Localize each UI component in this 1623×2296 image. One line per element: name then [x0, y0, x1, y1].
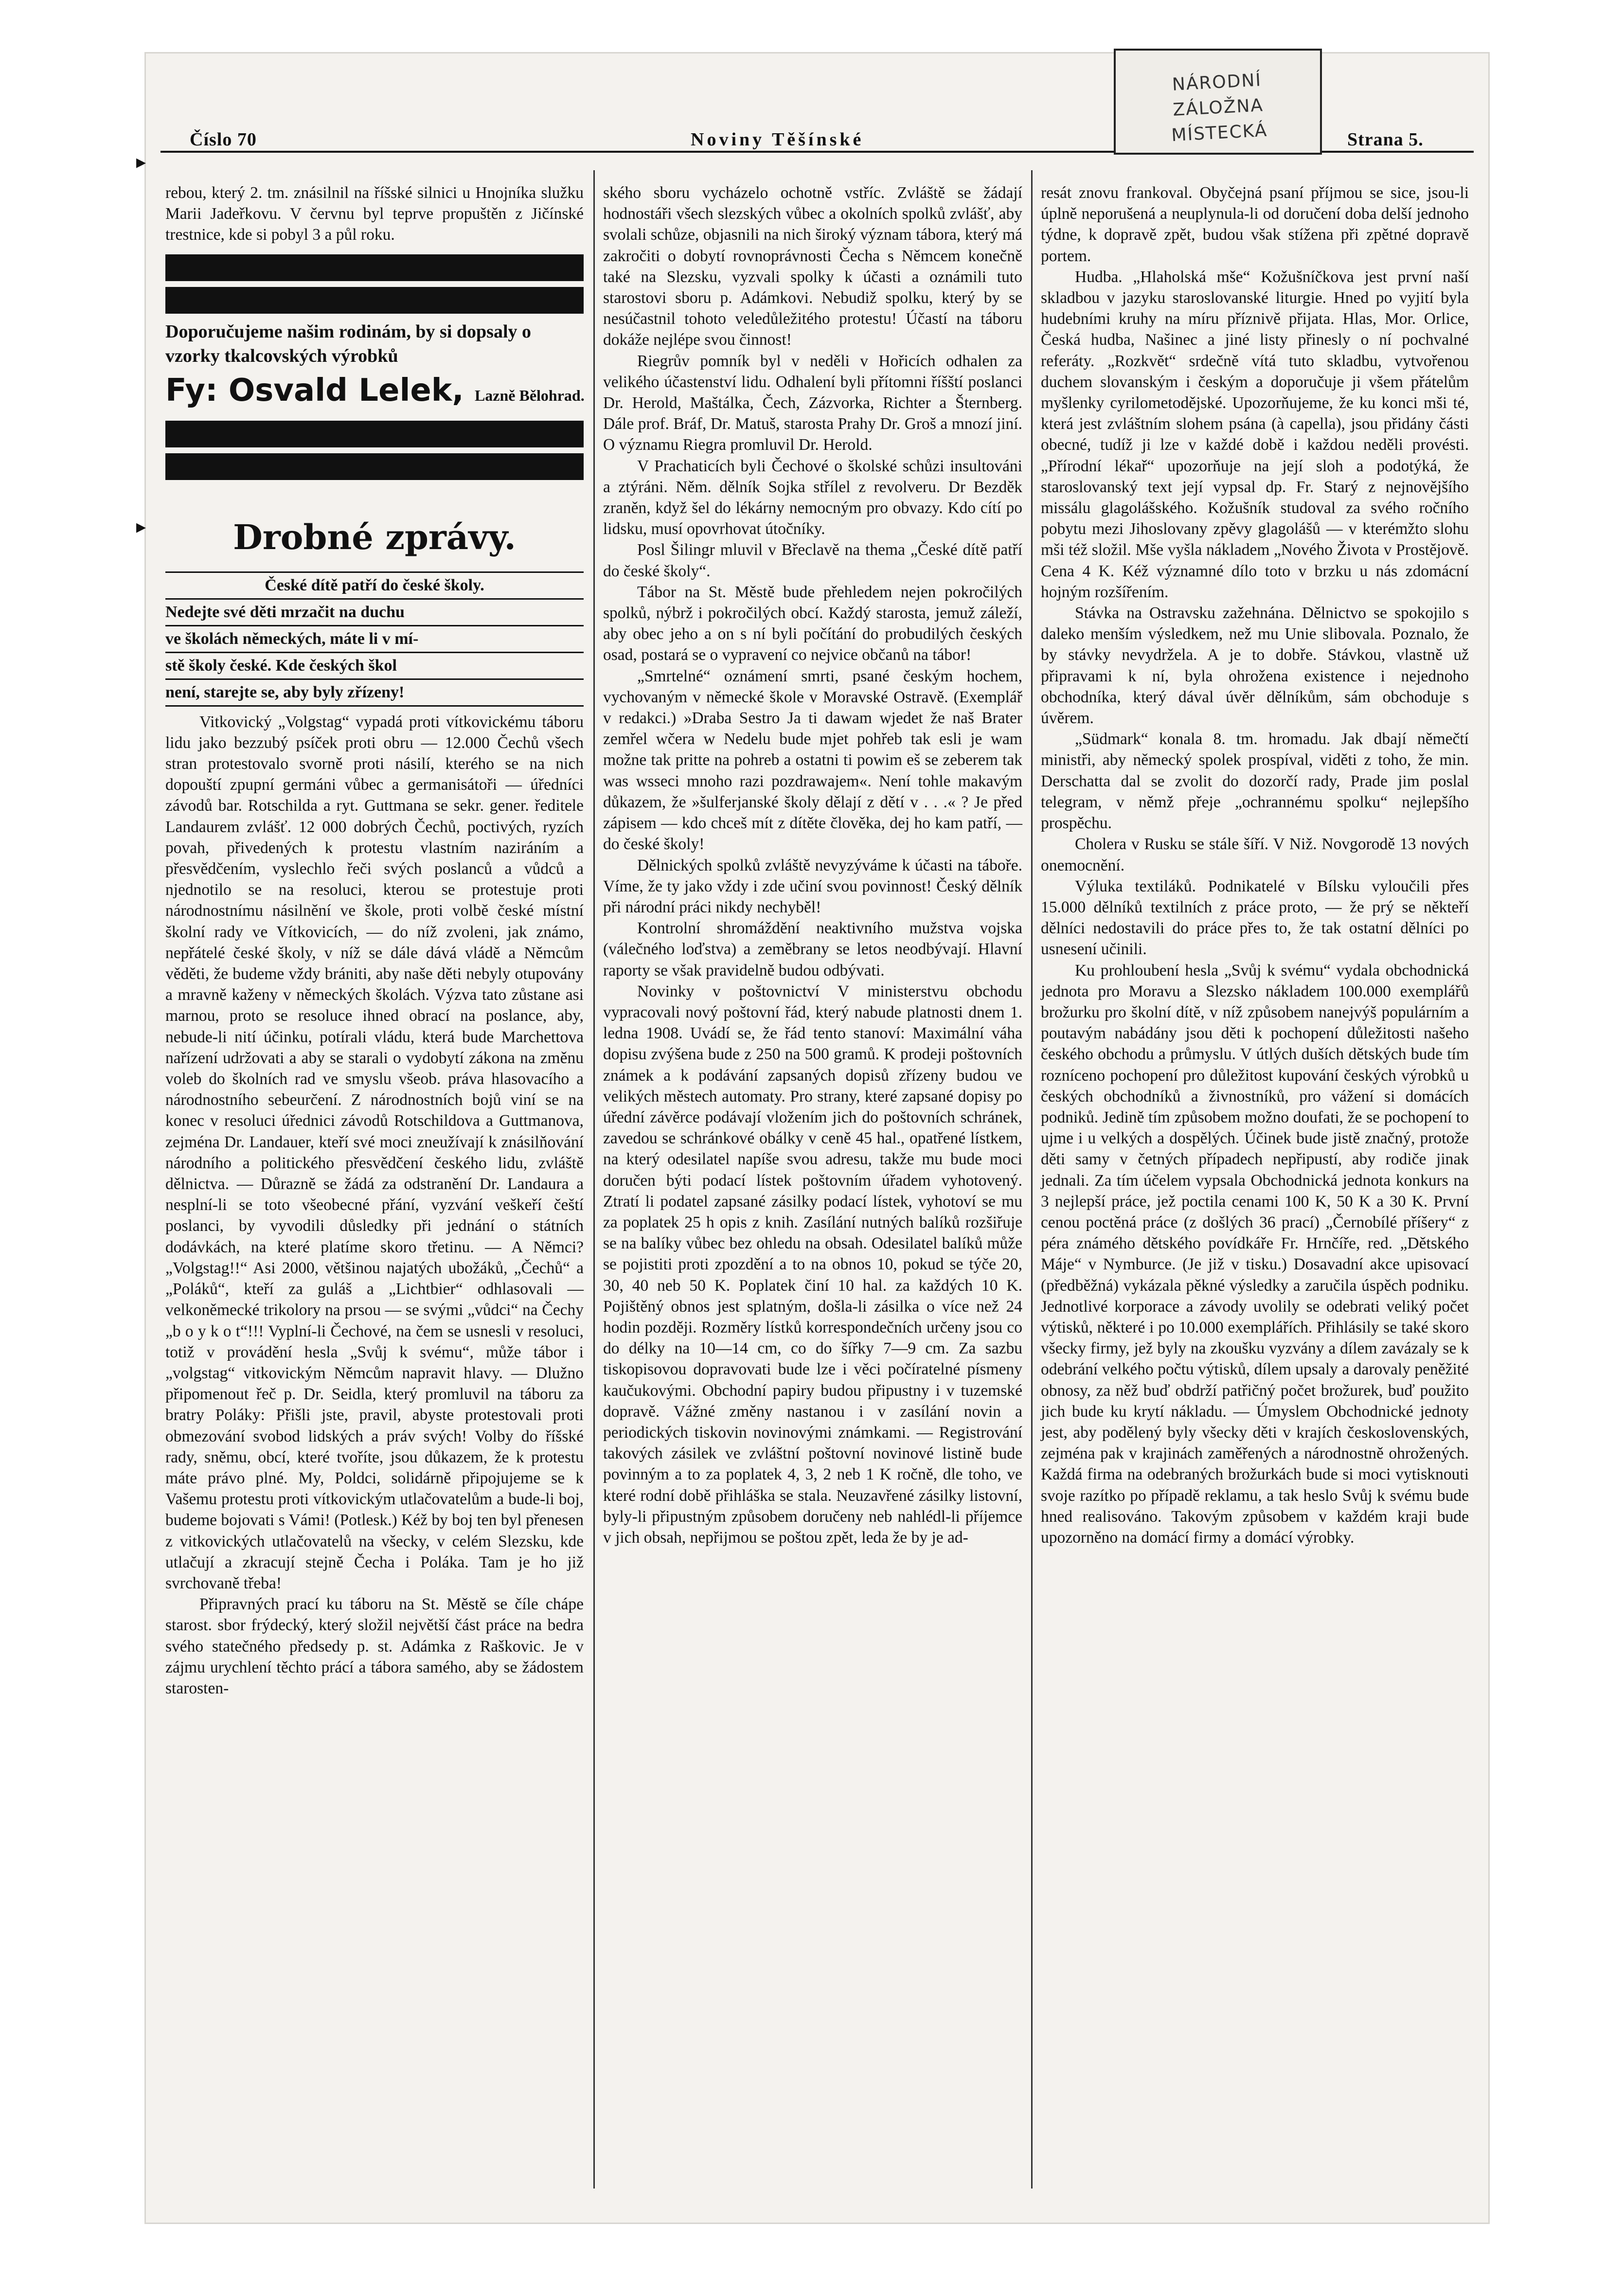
newspaper-title: Noviny Těšínské — [691, 129, 864, 150]
article-paragraph: ského sboru vycházelo ochotně vstříc. Zvláště se žádají hodnostáři všech slezských vůbec a okolních spolků zvlášť, aby svolali schůze, objasnili na nich široký význam tábora, který má zakročiti o dobytí rovnoprávnosti Čecha s Němcem konečně také na Slezsku, vyzvali spolky k účasti a oznámili tuto starostovi sboru p. Adámkovi. Nebudiž spolku, který by se nesúčastnil tohoto veledůležitého protestu! Účastí na táboru dokáže nejlépe svou činnost! — [603, 184, 1022, 349]
slogan-line: není, starejte se, aby byly zřízeny! — [165, 683, 405, 701]
column-2 — [603, 182, 1022, 1548]
article-paragraph: „Südmark“ konala 8. tm. hromadu. Jak dbají němečtí ministři, aby německý spolek prospíval, viděti z toho, že min. Derschatta dal se zvolit do dozorčí rady, Prade jim poslal telegram, v němž přeje „ochrannému spolku“ nejlepšího prospěchu. — [1041, 730, 1469, 833]
article-paragraph: Stávka na Ostravsku zažehnána. Dělnictvo se spokojilo s daleko menším výsledkem, než mu Unie slibovala. Poznalo, že by stávky nevydržela. A je to dobře. Stávkou, vlastně už připravami k ní, byla ohrožena existence i nejednoho obchodníka, který dával úvěr dělníkům, sám obchoduje s úvěrem. — [1041, 604, 1469, 728]
column-rule — [593, 170, 595, 2189]
article-paragraph: Připravných prací ku táboru na St. Městě se číle chápe starost. sbor frýdecký, který složil největší část práce na bedra svého statečného předsedy p. st. Adámka z Raškovic. Je v zájmu urychlení těchto prácí a tábora samého, aby se žádostem starosten- — [165, 1595, 584, 1697]
ad-place: Lazně Bělohrad. — [474, 386, 585, 404]
slogan-line: Nedejte své děti mrzačit na duchu — [165, 600, 584, 626]
article-paragraph: Dělnických spolků zvláště nevyzýváme k účasti na táboře. Víme, že ty jako vždy i zde učiní svou povinnost! Český dělník při národní práci nikdy nechyběl! — [603, 856, 1022, 916]
slogan-line: ve školách německých, máte li v mí- — [165, 626, 584, 653]
article-paragraph: Tábor na St. Městě bude přehledem nejen pokročilých spolků, nýbrž i pokročilých obcí. Každý starosta, jemuž záleží, aby obec jeho a on s ní byli počítání do probudilých českých osad, postará se o vypravení co nejvice občanů na tábor! — [603, 583, 1022, 664]
ad-bar — [165, 453, 584, 480]
ad-bar — [165, 254, 584, 281]
edge-mark: ▸ — [136, 151, 146, 173]
article-paragraph: Vitkovický „Volgstag“ vypadá proti vítkovickému táboru lidu jako bezzubý psíček proti obru — 12.000 Čechů všech stran protestovalo svorně proti násilí, kterého se na nich dopouští zpupní germáni vůbec a germanisátoři — úředníci závodů bar. Rotschilda a ryt. Guttmana se sekr. gener. ředitele Landaurem zvlášť. 12 000 dobrých Čechů, poctivých, ryzích povah, přivedených k protestu vlastním naziráním a přesvědčením, vyslechlo řeči svých poslanců a vůdců a njednotilo se na resoluci, kterou se protestuje proti národnostnímu násilnění ve škole, proti volbě české místní školní rady ve Vítkovicích, — do níž zvoleni, jak známo, nepřátelé české školy, v níž se dále dává vládě a Němcům věděti, že budeme vždy brániti, aby naše děti nebyly otupovány a mravně kaženy v německých školách. Výzva tato zůstane asi marnou, proto se resoluce ihned obrací na poslance, aby, nebude-li nití účinku, potírali vládu, která bude Marchettova nařízení udržovati a aby se starali o vydobytí zákona na změnu voleb do školních rad ve smyslu všeob. práva hlasovacího a národnostního sebeurčení. Z národnostních bojů viní se na konec v resoluci úřednici závodů Rotschildova a Guttmanova, zejména Dr. Landauer, kteří své moci zneužívají k znásilňování národního a politického přesvědčení českého lidu, zvláště dělnictva. — Důrazně se žádá za odstranění Dr. Landaura a nesplní-li se toto všeobecné přání, vyzvání veškeří čeští poslanci, by vyvodili důsledky při jednání o státních dodávkách, na které platíme skoro třetinu. — A Němci? „Volgstag!!“ Asi 2000, většinou najatých ubožáků, „Čechů“ a „Poláků“, kteří za guláš a „Lichtbier“ odhlasovali — velkoněmecké trikolory na prsou — se svými „vůdci“ na Čechy „b o y k o t“!!! Vyplní-li Čechové, na čem se usnesli v resoluci, totiž v provádění hesla „Svůj k svému“, může tábor i „volgstag“ vitkovickým Němcům napravit hlavy. — Dlužno připomenout řeč p. Dr. Seidla, který promluvil na táboru za bratry Poláky: Přišli jste, pravil, abyste protestovali proti obmezování svobod lidských a práv svých! Volby do říšské rady, sněmu, obcí, které tvoříte, jsou důkazem, že k protestu máte právo plné. My, Poldci, solidárně připojujeme se k Vašemu protestu proti vítkovickým utlačovatelům a bude-li boj, budeme bojovati s Vámi! (Potlesk.) Kéž by boj ten byl přenesen z vitkovických utlačovatelů na všecky, v celém Slezsku, kde utlačují a zkracují stejně Čecha i Poláka. Tam je ho již svrchovaně třeba! — [165, 712, 584, 1592]
column-rule — [1031, 170, 1033, 2189]
article-paragraph: Kontrolní shromáždění neaktivního mužstva vojska (válečného loďstva) a zeměbrany se letos neodbývají. Hlavní raporty se však pravidelně budou odbývati. — [603, 919, 1022, 979]
ad-text: Doporučujeme našim rodinám, by si dopsaly o vzorky tkalcovských výrobků — [165, 321, 532, 366]
section-title: Drobné zprávy. — [233, 516, 516, 557]
slogan-box — [165, 571, 584, 707]
article-paragraph: Novinky v poštovnictví V ministerstvu obchodu vypracovali nový poštovní řád, který nabude platnosti dnem 1. ledna 1908. Uvádí se, že řád tento stanoví: Maximální váha dopisu zvýšena bude z 250 na 500 gramů. K prodeji poštovních známek a k podávání zapsaných dopisů zřízeny budou ve velikých městech automaty. Pro strany, které zapsané dopisy po úřední závěrce podávají vložením jich do poštovních schránek, zavedou se schránkové obálky v ceně 45 hal., opatřené lístkem, na který odesilatel napíše svou adresu, takže mu bude moci doručen býti podací lístek poštovním úřadem vyhotovený. Ztratí li podatel zapsané zásilky podací lístek, vyhotoví se mu za poplatek 25 h opis z knih. Zasílání nutných balíků rozšiřuje se na balíky vůbec bez ohledu na obsah. Odesilatel balíků může se pojistiti proti zpozdění a to na obnos 10, pokud se týče 20, 30, 40 neb 50 K. Poplatek činí 10 hal. za každých 10 K. Pojištěný obnos jest splatným, došla-li zásilka o více než 24 hodin později. Rozměry lístků korrespondečních určeny jsou co do délky na 10—14 cm, co do šířky 7—9 cm. Za sazbu tiskopisovou dopravovati bude lze i věci počíratelné písmeny kaučukovými. Obchodní papiry budou připustny i v tuzemské dopravě. Vážné změny nastanou i v zasílání novin a periodických tiskovin novinovými známkami. — Registrování takových zásilek ve zvláštní poštovní novinové listině bude povinným a to za poplatek 4, 3, 2 neb 1 K ročně, dle toho, ve které rodní době přihláška se stala. Neuzavřené zásilky listovní, byly-li připustným způsobem doručeny neb nahlédl-li příjemce v jich obsah, nepřijmou se poštou zpět, leda že by je ad- — [603, 982, 1022, 1547]
issue-number: Číslo 70 — [190, 129, 257, 150]
article-paragraph: Výluka textiláků. Podnikatelé v Bílsku vyloučili přes 15.000 dělníků textilních z práce proto, — že prý se někteří dělníci nedostavili do práce přes to, že tak ostatní dělníci po usnesení učinili. — [1041, 877, 1469, 959]
slogan-line: České dítě patří do české školy. — [165, 573, 584, 600]
article-paragraph: Ku prohloubení hesla „Svůj k svému“ vydala obchodnická jednota pro Moravu a Slezsko nákladem 100.000 exemplářů brožurku pro školní dítě, v níž způsobem nanejvýš populárním a poutavým nabádány jsou děti k pochopení důležitosti našeho českého obchodu a průmyslu. V útlých duších dětských bude tím rozníceno pochopení pro důležitost kupování českých výrobků u českých obchodníků a živnostníků, pro vážení si domácích podniků. Jedině tím způsobem možno doufati, že se pochopení to ujme i u velkých a dospělých. Účinek bude jistě značný, protože děti samy v četných případech nepřipustí, aby rodiče jinak jednali. Za tím účelem vypsala Obchodnická jednota konkurs na 3 nejlepší práce, jež poctila cenami 100 K, 50 K a 30 K. První cenou poctěná práce (z došlých 36 prací) „Černobílé příšery“ z péra známého dětského povídkáře Fr. Hrnčíře, red. „Dětského Máje“ v Nymburce. (Je již v tisku.) Dosavadní akce upisovací (předběžná) vykázala pěkné výsledky a zaručila úspěch podniku. Jednotlivé korporace a závody uvolily se odebrati veliký počet výtisků, některé i po 10.000 exemplářích. Přihlásily se také skoro všecky firmy, jež byly na zkoušku vyzvány a dílem zavázaly se k odebrání velkého počtu výtisků, dílem upsaly a darovaly peněžité obnosy, za něž buď obdrží patřičný počet brožurek, buď použito jich bude ku krytí nákladu. — Úmyslem Obchodnické jednoty jest, aby podělený byly všecky děti v krajích československých, zejména pak v krajinách zaměřených a národnostně ohrožených. Každá firma na odebraných brožurkách bude si moci vytisknouti svoje razítko po případě reklamu, a tak heslo Svůj k svému bude hned realisováno. Takovým způsobem v každém kraji bude upozorněno na domácí firmy a domácí výrobky. — [1041, 961, 1469, 1547]
ad-firm: Fy: Osvald Lelek, — [165, 372, 464, 409]
slogan-line: stě školy české. Kde českých škol — [165, 653, 584, 680]
newspaper-page — [136, 53, 1488, 2223]
article-paragraph: „Smrtelné“ oznámení smrti, psané českým hochem, vychovaným v německé škole v Moravské Ostravě. (Exemplář v redakci.) »Draba Sestro Ja ti dawam wjedet že naš Brater zemřel wčera w Nedelu bude mjet pohřeb tak esli je wam možne tak pritte na pohreb a ostatni ti powim eš se zeberem tak was wsseci mnoho razi pozdrawajem«. Není tohle makavým důkazem, že »šulferjanské školy dělají z dětí v . . .« ? Je před zápisem — kdo chceš mít z dítěte člověka, dej ho kam patří, — do české školy! — [603, 667, 1022, 854]
article-paragraph: Cholera v Rusku se stále šíří. V Niž. Novgorodě 13 nových onemocnění. — [1041, 835, 1469, 874]
stamp-line-2: MÍSTECKÁ — [1171, 120, 1268, 146]
ad-firm-name — [165, 371, 584, 415]
stamp-line-1: NÁRODNÍ ZÁLOŽNA — [1171, 70, 1264, 120]
advertisement — [165, 320, 584, 415]
page-number: Strana 5. — [1347, 129, 1424, 150]
article-paragraph: V Prachaticích byli Čechové o školské schůzi insultováni a ztýráni. Něm. dělník Sojka střílel z revolveru. Dr Bezděk zraněn, když šel do lékárny nemocným pro obvazy. Kdo cítí po lidsku, musí opovrhovat útočníky. — [603, 457, 1022, 538]
column-3 — [1041, 182, 1469, 1548]
article-paragraph: Riegrův pomník byl v neděli v Hořicích odhalen za velikého účastenství lidu. Odhalení byli přítomni říšští poslanci Dr. Herold, Maštálka, Čech, Zázvorka, Richter a Šternberg. Dále prof. Bráf, Dr. Matuš, starosta Prahy Dr. Groš a mnozí jiní. O významu Riegra promluvil Dr. Herold. — [603, 352, 1022, 454]
ad-bar — [165, 287, 584, 314]
column-1 — [165, 182, 584, 1699]
library-stamp — [1114, 49, 1322, 155]
ad-bar — [165, 421, 584, 447]
article-paragraph: Hudba. „Hlaholská mše“ Kožušníčkova jest první naší skladbou v jazyku staroslovanské liturgie. Hned po vyjití byla hudebními kruhy na míru příznivě přijata. Hlas, Mor. Orlice, Česká hudba, Našinec a jiné listy přinesly o ní pochvalné referáty. „Rozkvět“ srdečně vítá tuto skladbu, vytvořenou duchem slovanským i českým a doporučuje ji všem přátelům myšlenky cyrilometodějské. Upozorňujeme, že ku konci mši té, která jest zvláštním slohem psána (à capella), jsou přidány části obecné, tudíž ji lze v každé době i každou neděli provésti. „Přírodní lékař“ upozorňuje na její sloh a podotýká, že staroslovanský text její vypsal dp. Fr. Starý z nejnovějšího missálu glagolášského. Kožušník studoval za svého ročního pobytu mezi Jihoslovany zpěvy glagolášů — v kterémžto slohu mši též složil. Mše vyšla nákladem „Nového Života v Prostějově. Cena 4 K. Kéž významné dílo toto v brzku u nás zdomácní hojným rozšířením. — [1041, 267, 1469, 601]
article-paragraph: Posl Šilingr mluvil v Břeclavě na thema „České dítě patří do české školy“. — [603, 541, 1022, 580]
edge-mark: ▸ — [136, 516, 146, 538]
article-paragraph: resát znovu frankoval. Obyčejná psaní příjmou se sice, jsou-li úplně neporušená a neuplynula-li od doručení doba delší jednoho týdne, k dopravě zpět, budou však stížena při zpětné dopravě portem. — [1041, 184, 1469, 265]
article-paragraph: rebou, který 2. tm. znásilnil na říšské silnici u Hnojníka služku Marii Jadeřkovu. V červnu byl teprve propuštěn z Jičínské trestnice, kde si pobyl 3 a půl roku. — [165, 184, 584, 244]
